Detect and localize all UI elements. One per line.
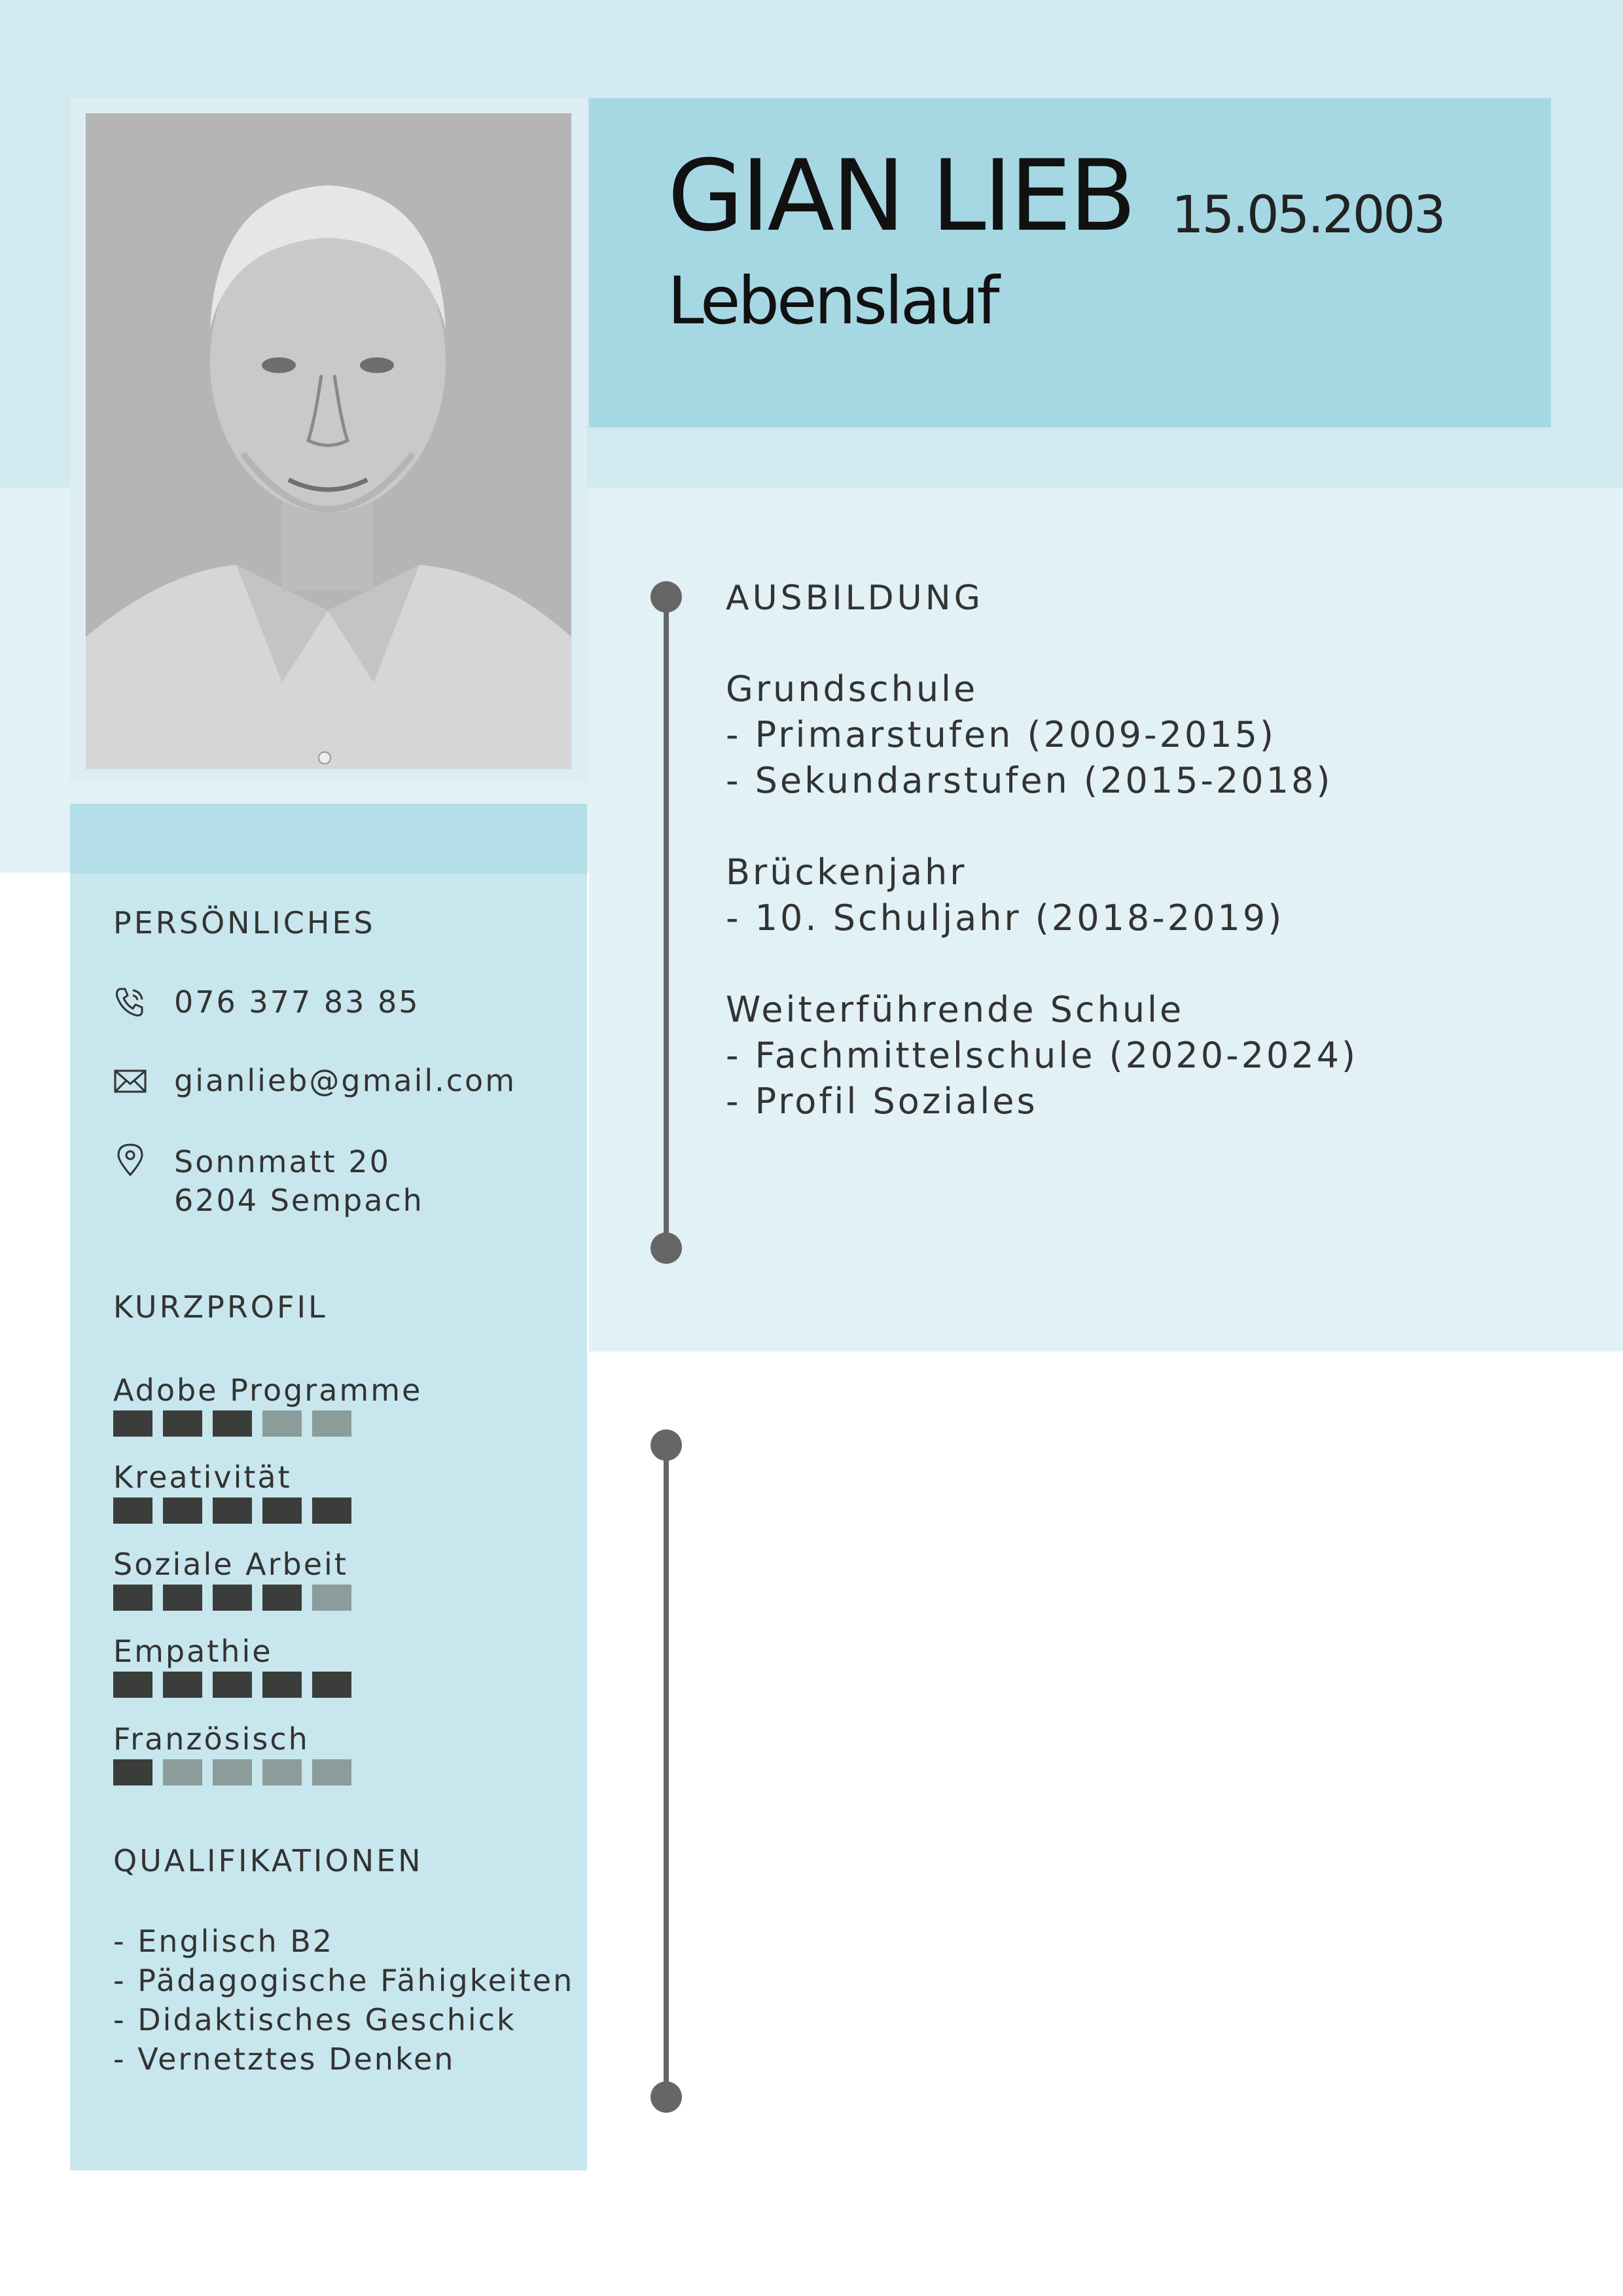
portrait-photo	[86, 113, 571, 769]
skill-square-empty	[262, 1410, 302, 1437]
skill-square-filled	[113, 1498, 152, 1524]
skill-square-filled	[312, 1672, 351, 1698]
skill-rating	[113, 1672, 355, 1698]
education-heading: Grundschule	[726, 668, 978, 709]
skill-rating	[113, 1498, 355, 1524]
list-item: - Pädagogische Fähigkeiten	[113, 1963, 575, 1998]
skill-rating	[113, 1759, 355, 1785]
timeline-line-education	[664, 597, 669, 1247]
qualifications-list	[113, 1922, 574, 2079]
skill-square-filled	[163, 1498, 202, 1524]
document-subtitle: Lebenslauf	[668, 262, 997, 339]
timeline-dot-bottom	[651, 2081, 682, 2113]
education-entry: - Fachmittelschule (2020-2024)	[726, 1035, 1359, 1076]
portrait-illustration	[86, 113, 571, 769]
skill-square-filled	[163, 1672, 202, 1698]
skill-label: Französisch	[113, 1721, 310, 1757]
education-group	[726, 666, 1332, 804]
skill-square-empty	[163, 1759, 202, 1785]
skill-square-filled	[113, 1672, 152, 1698]
qualifications-section-title: QUALIFIKATIONEN	[113, 1843, 423, 1878]
mail-icon	[113, 1064, 147, 1098]
list-item: - Didaktisches Geschick	[113, 2002, 516, 2037]
location-pin-icon	[113, 1143, 147, 1177]
skill-square-filled	[262, 1672, 302, 1698]
education-heading: Brückenjahr	[726, 852, 967, 893]
skill-square-filled	[163, 1410, 202, 1437]
timeline-dot-bottom	[651, 1232, 682, 1264]
list-item: - Englisch B2	[113, 1924, 334, 1959]
skill-rating	[113, 1585, 355, 1611]
education-entry: - Profil Soziales	[726, 1081, 1038, 1122]
skill-square-filled	[213, 1672, 252, 1698]
education-group	[726, 850, 1284, 941]
skill-square-empty	[262, 1759, 302, 1785]
list-item: - Vernetztes Denken	[113, 2041, 455, 2077]
skill-label: Kreativität	[113, 1460, 292, 1495]
skill-square-filled	[262, 1585, 302, 1611]
skill-label: Adobe Programme	[113, 1372, 423, 1408]
skill-square-filled	[312, 1498, 351, 1524]
timeline-dot-top	[651, 1429, 682, 1461]
address-line1: Sonnmatt 20	[174, 1144, 391, 1179]
timeline-dot-top	[651, 581, 682, 613]
skill-square-empty	[312, 1759, 351, 1785]
skill-square-filled	[163, 1585, 202, 1611]
sidebar-band	[70, 804, 587, 874]
email-address: gianlieb@gmail.com	[174, 1063, 517, 1098]
skill-rating	[113, 1410, 355, 1437]
skill-square-filled	[213, 1585, 252, 1611]
education-entry: - 10. Schuljahr (2018-2019)	[726, 897, 1285, 939]
phone-number: 076 377 83 85	[174, 984, 420, 1020]
personal-section-title: PERSÖNLICHES	[113, 905, 376, 941]
address-line2: 6204 Sempach	[174, 1183, 424, 1218]
birthdate: 15.05.2003	[1171, 186, 1444, 245]
skill-square-empty	[312, 1410, 351, 1437]
timeline-line-second	[664, 1445, 669, 2096]
education-heading: Weiterführende Schule	[726, 989, 1185, 1030]
skill-label: Empathie	[113, 1634, 273, 1669]
skill-square-filled	[113, 1585, 152, 1611]
applicant-name: GIAN LIEB	[668, 139, 1134, 253]
skill-square-filled	[113, 1759, 152, 1785]
education-entry: - Sekundarstufen (2015-2018)	[726, 760, 1333, 801]
skill-square-empty	[213, 1759, 252, 1785]
education-entry: - Primarstufen (2009-2015)	[726, 714, 1276, 755]
profile-section-title: KURZPROFIL	[113, 1289, 328, 1325]
skill-label: Soziale Arbeit	[113, 1547, 348, 1582]
skill-square-empty	[312, 1585, 351, 1611]
education-group	[726, 987, 1358, 1124]
skill-square-filled	[213, 1410, 252, 1437]
skill-square-filled	[113, 1410, 152, 1437]
skill-square-filled	[213, 1498, 252, 1524]
phone-icon	[113, 985, 147, 1019]
skill-square-filled	[262, 1498, 302, 1524]
education-section-title: AUSBILDUNG	[726, 579, 984, 618]
